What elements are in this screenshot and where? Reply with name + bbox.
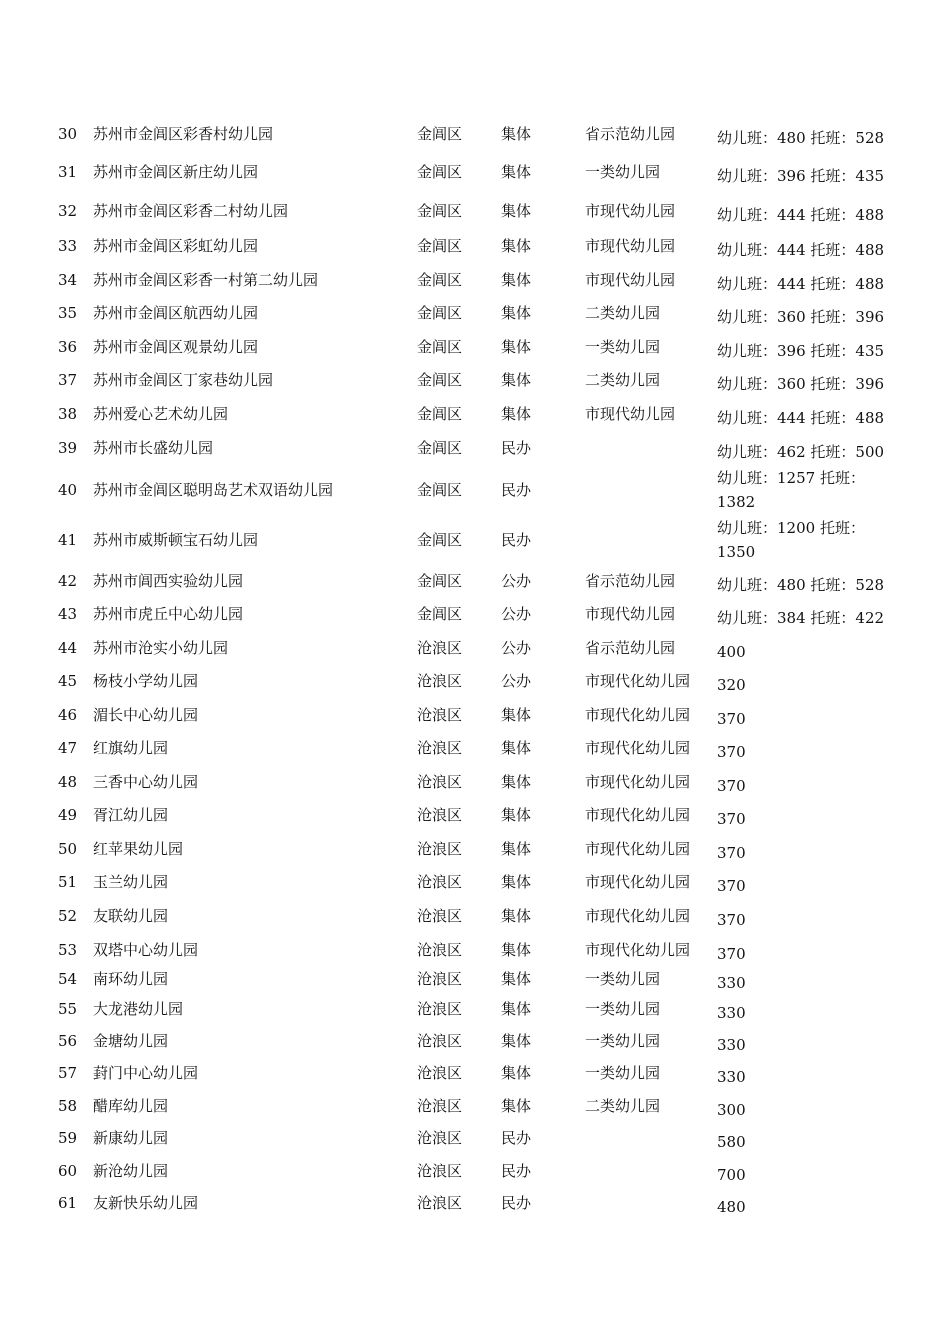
ownership-type: 集体 [501, 304, 532, 322]
grade-level: 一类幼儿园 [585, 338, 661, 356]
grade-level: 市现代化幼儿园 [585, 840, 691, 858]
ownership-type: 集体 [501, 1000, 532, 1018]
grade-level: 市现代化幼儿园 [585, 706, 691, 724]
capacity: 370 [717, 911, 746, 929]
row-number: 30 [58, 125, 78, 143]
kindergarten-name: 湄长中心幼儿园 [93, 706, 199, 724]
district: 金阊区 [417, 271, 463, 289]
ownership-type: 公办 [501, 605, 532, 623]
row-number: 57 [58, 1064, 78, 1082]
grade-level: 二类幼儿园 [585, 1097, 661, 1115]
district: 沧浪区 [417, 739, 463, 757]
ownership-type: 民办 [501, 1129, 532, 1147]
district: 金阊区 [417, 531, 463, 549]
grade-level: 一类幼儿园 [585, 1000, 661, 1018]
capacity: 幼儿班：462 托班：500 [717, 443, 885, 461]
table-row [0, 163, 950, 204]
row-number: 42 [58, 572, 78, 590]
row-number: 52 [58, 907, 78, 925]
capacity: 幼儿班：384 托班：422 [717, 609, 885, 627]
ownership-type: 集体 [501, 706, 532, 724]
ownership-type: 民办 [501, 1194, 532, 1212]
capacity: 幼儿班：396 托班：435 [717, 167, 885, 185]
row-number: 54 [58, 970, 78, 988]
capacity: 370 [717, 877, 746, 895]
ownership-type: 公办 [501, 672, 532, 690]
district: 金阊区 [417, 439, 463, 457]
kindergarten-name: 苏州市沧实小幼儿园 [93, 639, 229, 657]
kindergarten-name: 苏州市金阊区航西幼儿园 [93, 304, 259, 322]
row-number: 38 [58, 405, 78, 423]
grade-level: 市现代化幼儿园 [585, 873, 691, 891]
capacity: 幼儿班：444 托班：488 [717, 275, 885, 293]
district: 沧浪区 [417, 706, 463, 724]
table-row [0, 1194, 950, 1235]
row-number: 34 [58, 271, 78, 289]
ownership-type: 集体 [501, 1032, 532, 1050]
district: 金阊区 [417, 202, 463, 220]
ownership-type: 集体 [501, 271, 532, 289]
kindergarten-name: 苏州市威斯顿宝石幼儿园 [93, 531, 259, 549]
capacity: 320 [717, 676, 746, 694]
ownership-type: 集体 [501, 338, 532, 356]
capacity: 幼儿班：444 托班：488 [717, 409, 885, 427]
kindergarten-name: 苏州市虎丘中心幼儿园 [93, 605, 244, 623]
row-number: 47 [58, 739, 78, 757]
table-row [0, 125, 950, 166]
capacity: 480 [717, 1198, 746, 1216]
ownership-type: 民办 [501, 531, 532, 549]
kindergarten-name: 杨枝小学幼儿园 [93, 672, 199, 690]
district: 金阊区 [417, 371, 463, 389]
grade-level: 市现代化幼儿园 [585, 907, 691, 925]
district: 金阊区 [417, 572, 463, 590]
district: 沧浪区 [417, 1032, 463, 1050]
grade-level: 市现代化幼儿园 [585, 739, 691, 757]
grade-level: 市现代幼儿园 [585, 271, 676, 289]
row-number: 49 [58, 806, 78, 824]
kindergarten-name: 苏州市阊西实验幼儿园 [93, 572, 244, 590]
kindergarten-name: 红旗幼儿园 [93, 739, 169, 757]
kindergarten-name: 葑门中心幼儿园 [93, 1064, 199, 1082]
row-number: 32 [58, 202, 78, 220]
district: 金阊区 [417, 125, 463, 143]
district: 沧浪区 [417, 970, 463, 988]
row-number: 59 [58, 1129, 78, 1147]
capacity: 300 [717, 1101, 746, 1119]
ownership-type: 集体 [501, 739, 532, 757]
row-number: 50 [58, 840, 78, 858]
kindergarten-name: 苏州市金阊区彩虹幼儿园 [93, 237, 259, 255]
district: 沧浪区 [417, 639, 463, 657]
ownership-type: 集体 [501, 907, 532, 925]
capacity: 幼儿班：1257 托班：1382 [717, 469, 865, 511]
capacity: 370 [717, 777, 746, 795]
grade-level: 二类幼儿园 [585, 304, 661, 322]
ownership-type: 民办 [501, 439, 532, 457]
district: 金阊区 [417, 338, 463, 356]
grade-level: 市现代化幼儿园 [585, 672, 691, 690]
district: 沧浪区 [417, 1162, 463, 1180]
kindergarten-name: 金塘幼儿园 [93, 1032, 169, 1050]
row-number: 45 [58, 672, 78, 690]
kindergarten-name: 苏州市金阊区丁家巷幼儿园 [93, 371, 274, 389]
ownership-type: 集体 [501, 125, 532, 143]
row-number: 35 [58, 304, 78, 322]
capacity: 幼儿班：480 托班：528 [717, 576, 885, 594]
kindergarten-name: 苏州市长盛幼儿园 [93, 439, 214, 457]
district: 沧浪区 [417, 672, 463, 690]
ownership-type: 民办 [501, 481, 532, 499]
ownership-type: 集体 [501, 840, 532, 858]
grade-level: 市现代幼儿园 [585, 237, 676, 255]
district: 金阊区 [417, 237, 463, 255]
kindergarten-name: 大龙港幼儿园 [93, 1000, 184, 1018]
grade-level: 市现代化幼儿园 [585, 941, 691, 959]
grade-level: 市现代化幼儿园 [585, 806, 691, 824]
ownership-type: 集体 [501, 371, 532, 389]
kindergarten-name: 苏州市金阊区新庄幼儿园 [93, 163, 259, 181]
row-number: 41 [58, 531, 78, 549]
district: 金阊区 [417, 481, 463, 499]
ownership-type: 公办 [501, 572, 532, 590]
grade-level: 市现代幼儿园 [585, 202, 676, 220]
district: 金阊区 [417, 605, 463, 623]
capacity: 幼儿班：1200 托班：1350 [717, 519, 865, 561]
capacity: 幼儿班：360 托班：396 [717, 375, 885, 393]
row-number: 37 [58, 371, 78, 389]
kindergarten-name: 红苹果幼儿园 [93, 840, 184, 858]
row-number: 44 [58, 639, 78, 657]
kindergarten-name: 友联幼儿园 [93, 907, 169, 925]
capacity: 370 [717, 743, 746, 761]
district: 沧浪区 [417, 1129, 463, 1147]
grade-level: 省示范幼儿园 [585, 572, 676, 590]
row-number: 43 [58, 605, 78, 623]
district: 沧浪区 [417, 941, 463, 959]
district: 沧浪区 [417, 1064, 463, 1082]
ownership-type: 公办 [501, 639, 532, 657]
grade-level: 省示范幼儿园 [585, 639, 676, 657]
district: 沧浪区 [417, 1000, 463, 1018]
kindergarten-name: 胥江幼儿园 [93, 806, 169, 824]
kindergarten-name: 双塔中心幼儿园 [93, 941, 199, 959]
capacity: 幼儿班：480 托班：528 [717, 129, 885, 147]
capacity: 幼儿班：444 托班：488 [717, 206, 885, 224]
kindergarten-name: 苏州市金阊区彩香二村幼儿园 [93, 202, 289, 220]
grade-level: 二类幼儿园 [585, 371, 661, 389]
district: 沧浪区 [417, 1097, 463, 1115]
ownership-type: 集体 [501, 941, 532, 959]
capacity: 580 [717, 1133, 746, 1151]
grade-level: 市现代幼儿园 [585, 605, 676, 623]
kindergarten-name: 友新快乐幼儿园 [93, 1194, 199, 1212]
ownership-type: 集体 [501, 1097, 532, 1115]
grade-level: 一类幼儿园 [585, 970, 661, 988]
row-number: 60 [58, 1162, 78, 1180]
row-number: 53 [58, 941, 78, 959]
row-number: 31 [58, 163, 78, 181]
grade-level: 市现代幼儿园 [585, 405, 676, 423]
ownership-type: 集体 [501, 163, 532, 181]
district: 沧浪区 [417, 806, 463, 824]
kindergarten-name: 玉兰幼儿园 [93, 873, 169, 891]
kindergarten-name: 苏州市金阊区观景幼儿园 [93, 338, 259, 356]
row-number: 36 [58, 338, 78, 356]
row-number: 51 [58, 873, 78, 891]
capacity: 370 [717, 710, 746, 728]
kindergarten-name: 醋库幼儿园 [93, 1097, 169, 1115]
capacity: 370 [717, 844, 746, 862]
district: 沧浪区 [417, 907, 463, 925]
grade-level: 市现代化幼儿园 [585, 773, 691, 791]
table-row [0, 519, 950, 572]
district: 沧浪区 [417, 840, 463, 858]
row-number: 33 [58, 237, 78, 255]
capacity: 幼儿班：360 托班：396 [717, 308, 885, 326]
ownership-type: 集体 [501, 202, 532, 220]
district: 金阊区 [417, 405, 463, 423]
grade-level: 一类幼儿园 [585, 163, 661, 181]
capacity: 370 [717, 810, 746, 828]
grade-level: 一类幼儿园 [585, 1064, 661, 1082]
ownership-type: 民办 [501, 1162, 532, 1180]
capacity: 400 [717, 643, 746, 661]
ownership-type: 集体 [501, 773, 532, 791]
capacity: 幼儿班：396 托班：435 [717, 342, 885, 360]
district: 沧浪区 [417, 1194, 463, 1212]
district: 金阊区 [417, 163, 463, 181]
kindergarten-name: 苏州市金阊区聪明岛艺术双语幼儿园 [93, 481, 334, 499]
grade-level: 省示范幼儿园 [585, 125, 676, 143]
capacity: 330 [717, 1068, 746, 1086]
capacity: 330 [717, 974, 746, 992]
capacity: 370 [717, 945, 746, 963]
capacity: 330 [717, 1036, 746, 1054]
row-number: 55 [58, 1000, 78, 1018]
district: 沧浪区 [417, 773, 463, 791]
ownership-type: 集体 [501, 405, 532, 423]
row-number: 40 [58, 481, 78, 499]
capacity: 330 [717, 1004, 746, 1022]
ownership-type: 集体 [501, 970, 532, 988]
row-number: 46 [58, 706, 78, 724]
ownership-type: 集体 [501, 873, 532, 891]
kindergarten-name: 三香中心幼儿园 [93, 773, 199, 791]
row-number: 56 [58, 1032, 78, 1050]
capacity: 幼儿班：444 托班：488 [717, 241, 885, 259]
kindergarten-name: 新沧幼儿园 [93, 1162, 169, 1180]
district: 沧浪区 [417, 873, 463, 891]
row-number: 48 [58, 773, 78, 791]
ownership-type: 集体 [501, 237, 532, 255]
row-number: 39 [58, 439, 78, 457]
kindergarten-name: 苏州市金阊区彩香一村第二幼儿园 [93, 271, 319, 289]
district: 金阊区 [417, 304, 463, 322]
row-number: 61 [58, 1194, 78, 1212]
kindergarten-name: 新康幼儿园 [93, 1129, 169, 1147]
row-number: 58 [58, 1097, 78, 1115]
kindergarten-name: 苏州市金阊区彩香村幼儿园 [93, 125, 274, 143]
kindergarten-name: 南环幼儿园 [93, 970, 169, 988]
capacity: 700 [717, 1166, 746, 1184]
ownership-type: 集体 [501, 806, 532, 824]
kindergarten-name: 苏州爱心艺术幼儿园 [93, 405, 229, 423]
ownership-type: 集体 [501, 1064, 532, 1082]
grade-level: 一类幼儿园 [585, 1032, 661, 1050]
